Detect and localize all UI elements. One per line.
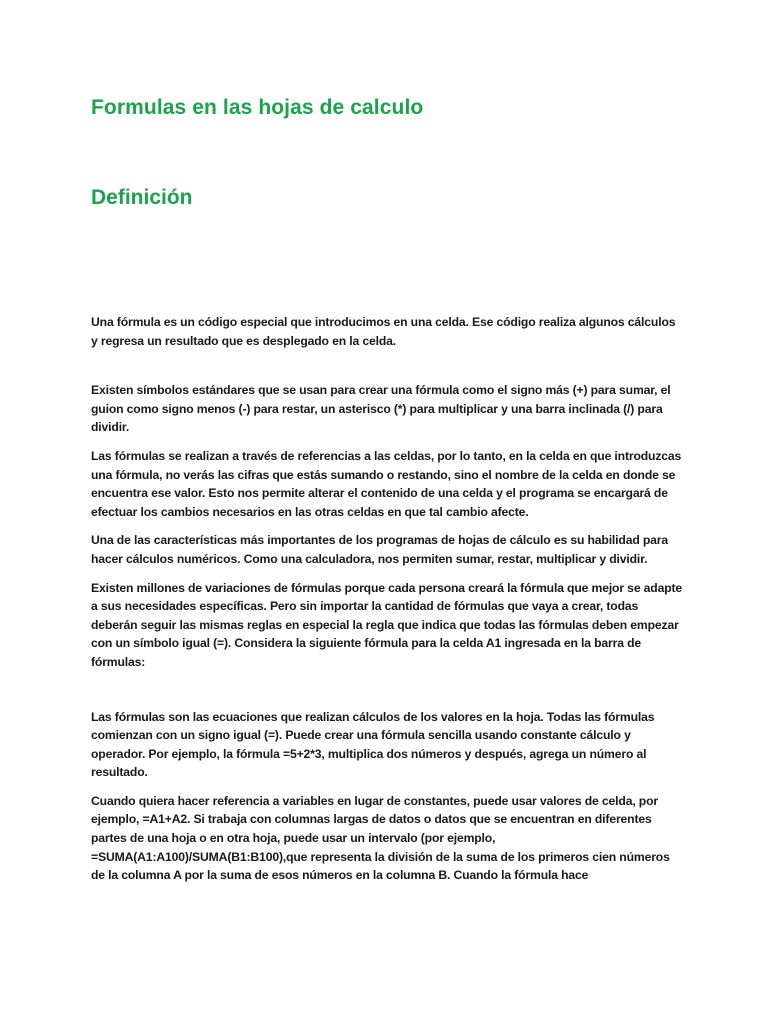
paragraph-7: Cuando quiera hacer referencia a variables en lugar de constantes, puede usar valores de celda, por ejemplo, =A1+A2. Si trabaja con columnas largas de datos o datos que se encuentran en diferentes partes de una hoja o en otra hoja, puede usar un intervalo (por ejemplo, =SUMA(A1:A100)/SUMA(B1:B100),que representa la división de la suma de los primeros cien números de la columna A por la suma de esos números en la columna B. Cuando la fórmula hace — [91, 793, 670, 883]
paragraph-3: Las fórmulas se realizan a través de referencias a las celdas, por lo tanto, en la celda en que introduzcas una fórmula, no verás las cifras que estás sumando o restando, sino el nombre de la celda en donde se encuentra ese valor. Esto nos permite alterar el contenido de una celda y el programa se encargará de efectuar los cambios necesarios en las otras celdas en que tal cambio afecte. — [91, 448, 682, 519]
paragraph-6: Las fórmulas son las ecuaciones que realizan cálculos de los valores en la hoja. Todas las fórmulas comienzan con un signo igual (=). Puede crear una fórmula sencilla usando constante cálculo y operador. Por ejemplo, la fórmula =5+2*3, multiplica dos números y después, agrega un número al resultado. — [91, 709, 655, 780]
paragraph-1: Una fórmula es un código especial que introducimos en una celda. Ese código realiza algunos cálculos y regresa un resultado que es desplegado en la celda. — [91, 315, 676, 348]
document-body — [91, 313, 683, 885]
paragraph-4: Una de las características más importantes de los programas de hojas de cálculo es su habilidad para hacer cálculos numéricos. Como una calculadora, nos permiten sumar, restar, multiplicar y dividir. — [91, 533, 668, 566]
paragraph-5: Existen millones de variaciones de fórmulas porque cada persona creará la fórmula que mejor se adapte a sus necesidades específicas. Pero sin importar la cantidad de fórmulas que vaya a crear, todas deberán seguir las mismas reglas en especial la regla que indica que todas las fórmulas deben empezar con un símbolo igual (=). Considera la siguiente fórmula para la celda A1 ingresada en la barra de fórmulas: — [91, 580, 683, 669]
document-title: Formulas en las hojas de calculo — [91, 96, 424, 119]
paragraph-2: Existen símbolos estándares que se usan para crear una fórmula como el signo más (+) para sumar, el guion como signo menos (-) para restar, un asterisco (*) para multiplicar y una barra inclinada (/) para dividir. — [91, 383, 671, 435]
section-heading: Definición — [91, 186, 193, 209]
